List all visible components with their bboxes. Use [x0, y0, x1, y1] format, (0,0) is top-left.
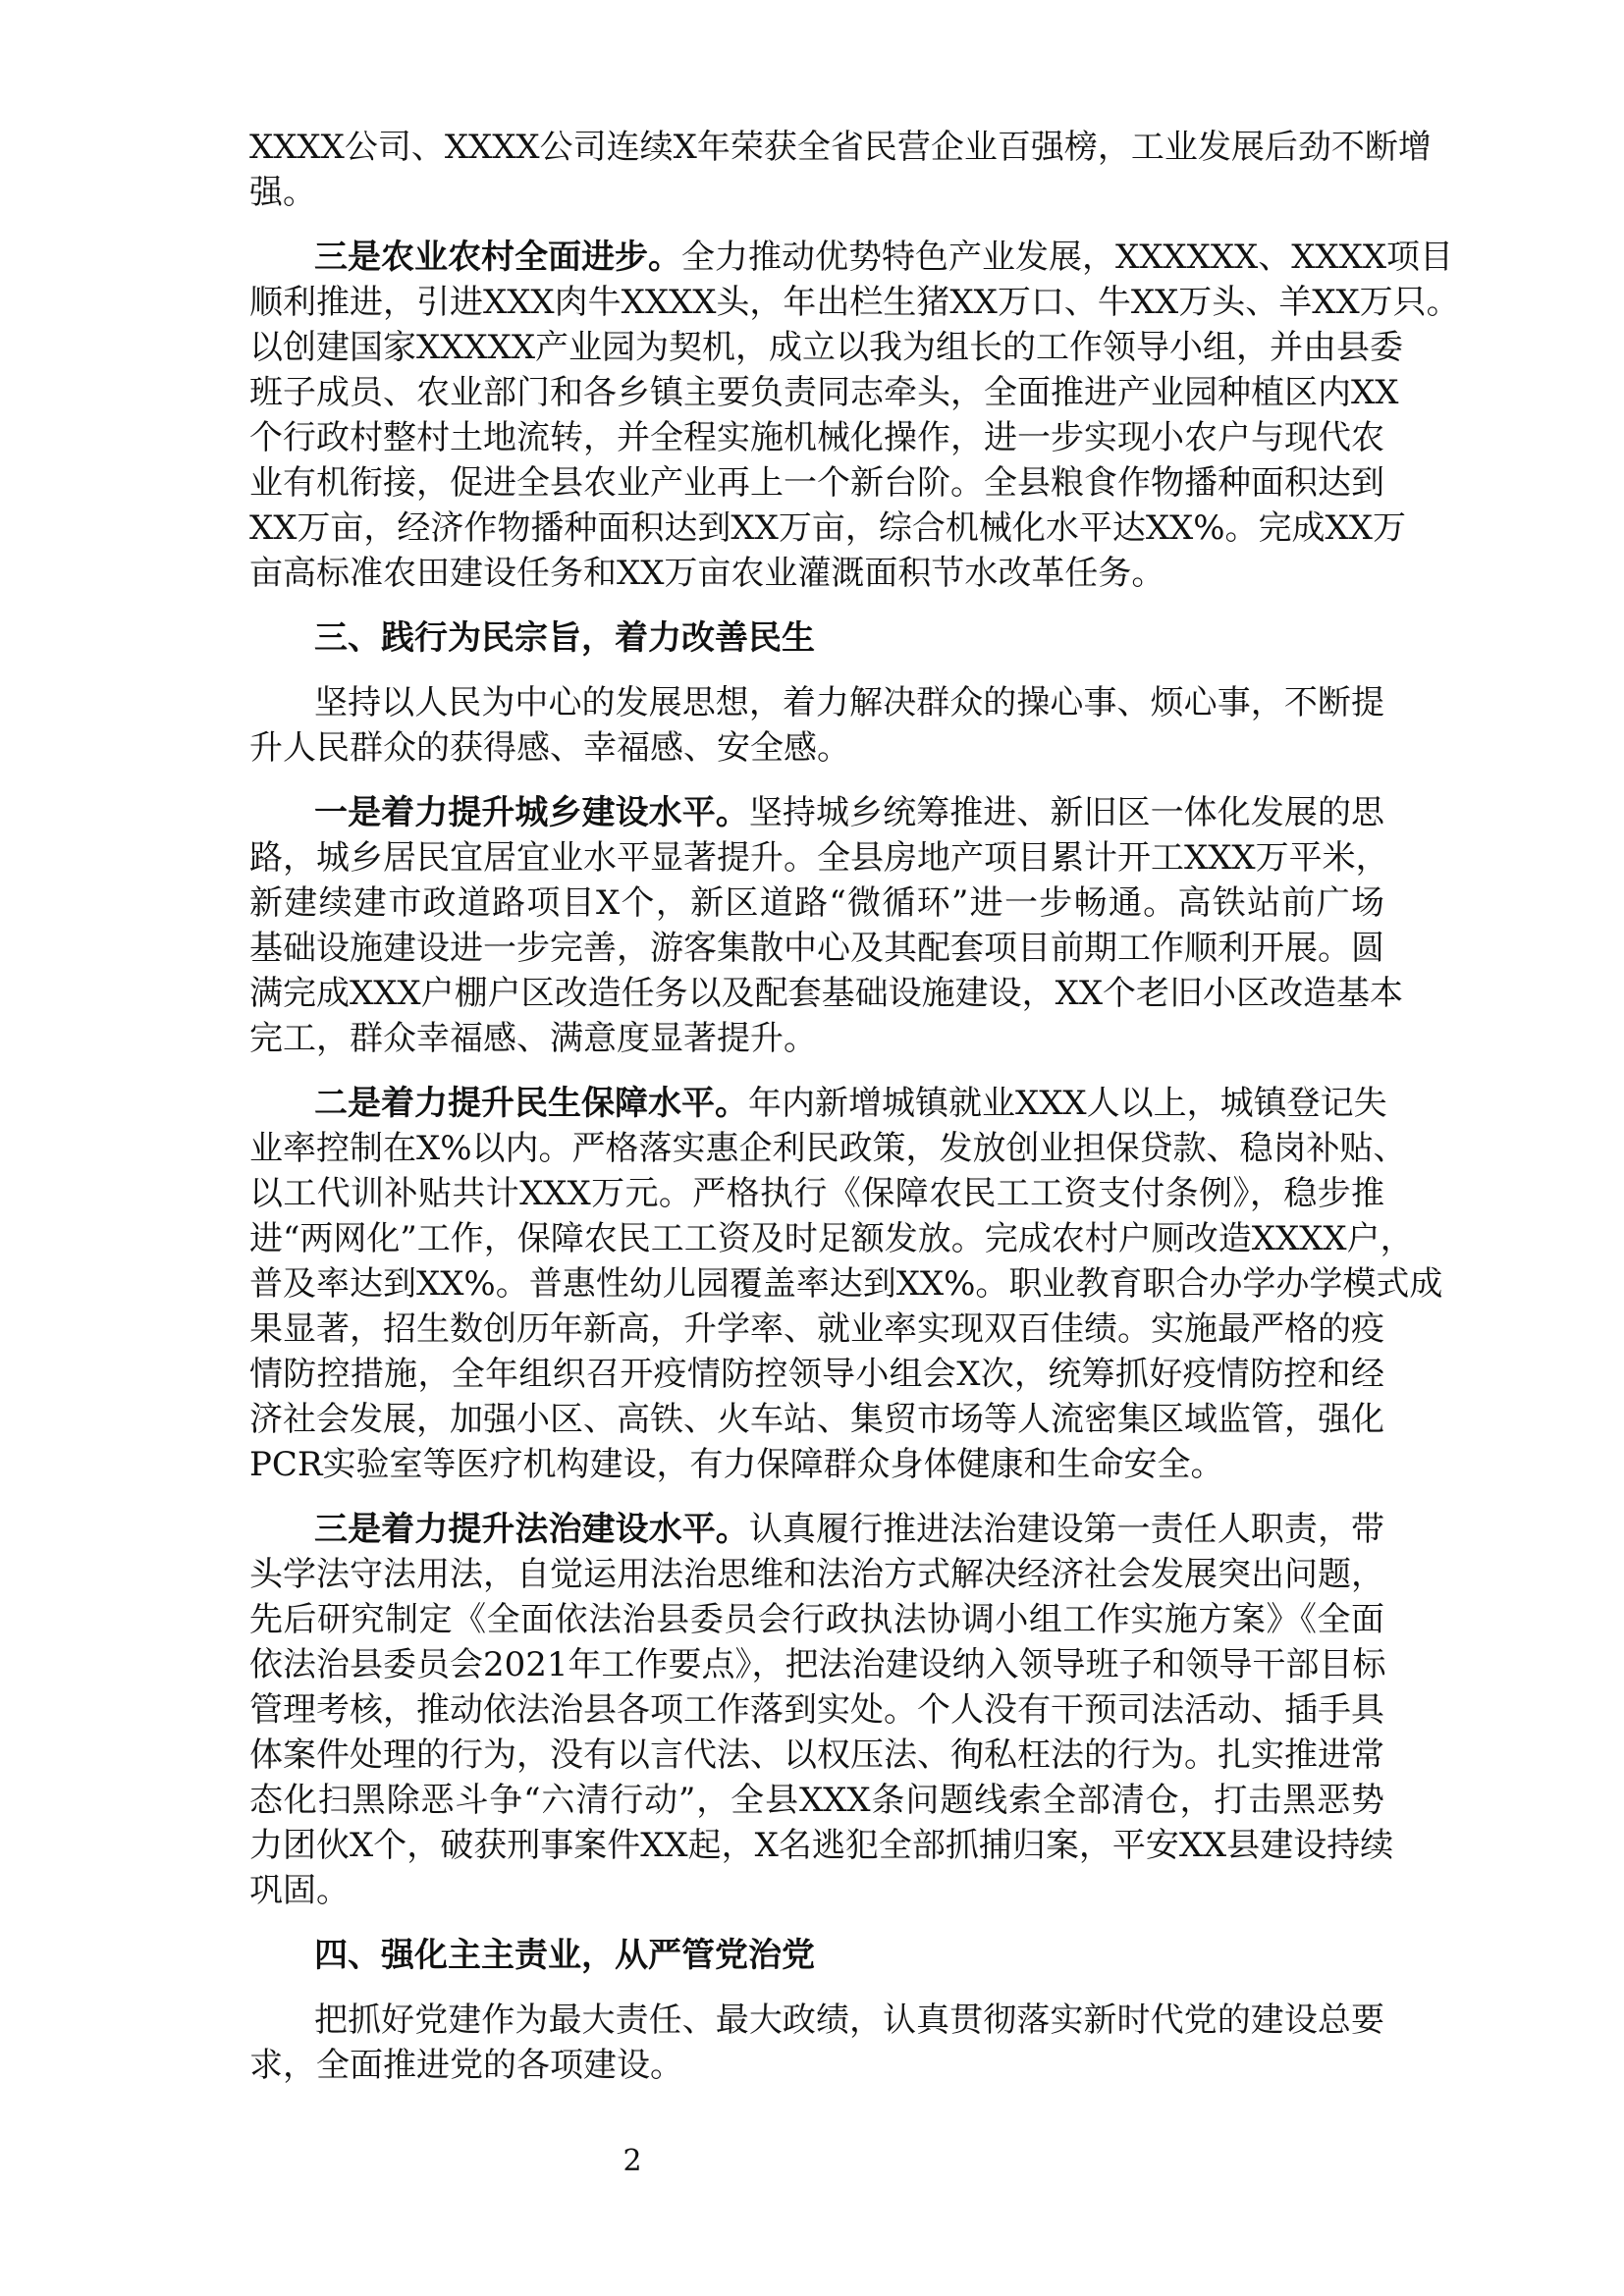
document-body	[249, 125, 1460, 2088]
paragraph-lead: 三是农业农村全面进步。	[314, 238, 681, 277]
paragraph	[249, 235, 1460, 596]
text-line	[249, 1507, 1384, 1552]
line-text: 态化扫黑除恶斗争“六清行动”，全县XXX条问题线索全部清仓，打击黑恶势	[249, 1781, 1384, 1820]
text-line	[249, 881, 1384, 926]
line-text: 业有机衔接，促进全县农业产业再上一个新台阶。全县粮食作物播种面积达到	[249, 463, 1384, 503]
line-text: 以创建国家XXXXX产业园为契机，成立以我为组长的工作领导小组，并由县委	[249, 328, 1404, 367]
text-line	[249, 1687, 1384, 1733]
line-text: 个行政村整村土地流转，并全程实施机械化操作，进一步实现小农户与现代农	[249, 418, 1384, 457]
line-text: 班子成员、农业部门和各乡镇主要负责同志牵头，全面推进产业园种植区内XX	[249, 373, 1399, 412]
line-text: XX万亩，经济作物播种面积达到XX万亩，综合机械化水平达XX%。完成XX万	[249, 508, 1406, 548]
text-line	[249, 551, 1384, 596]
text-line	[249, 1126, 1407, 1171]
text-line	[249, 1868, 1384, 1913]
text-line	[249, 125, 1432, 170]
text-line	[249, 1397, 1384, 1442]
line-text: 普及率达到XX%。普惠性幼儿园覆盖率达到XX%。职业教育职合办学办学模式成	[249, 1264, 1443, 1304]
line-text: 认真履行推进法治建设第一责任人职责，带	[748, 1510, 1385, 1549]
line-text: 情防控措施，全年组织召开疫情防控领导小组会X次，统筹抓好疫情防控和经	[249, 1355, 1384, 1394]
text-line	[249, 1733, 1384, 1778]
line-text: 进“两网化”工作，保障农民工工资及时足额发放。完成农村户厕改造XXXX户，	[249, 1219, 1414, 1258]
text-line	[249, 1352, 1384, 1397]
line-text: 完工，群众幸福感、满意度显著提升。	[249, 1019, 817, 1058]
text-line	[249, 325, 1404, 370]
text-line	[249, 1261, 1443, 1307]
page-number: 2	[623, 2144, 642, 2178]
line-text: 先后研究制定《全面依法治县委员会行政执法协调小组工作实施方案》《全面	[249, 1600, 1384, 1639]
text-line	[249, 926, 1384, 971]
text-line	[249, 1778, 1384, 1823]
line-text: 头学法守法用法，自觉运用法治思维和法治方式解决经济社会发展突出问题，	[249, 1555, 1384, 1594]
line-text: 顺利推进，引进XXX肉牛XXXX头，年出栏生猪XX万口、牛XX万头、羊XX万只。	[249, 283, 1460, 322]
line-text: XXXX公司、XXXX公司连续X年荣获全省民营企业百强榜，工业发展后劲不断增	[249, 128, 1432, 167]
paragraph	[249, 680, 1384, 771]
text-line	[249, 971, 1404, 1016]
line-text: 坚持城乡统筹推进、新旧区一体化发展的思	[748, 793, 1385, 832]
paragraph	[249, 125, 1432, 215]
line-text: 年内新增城镇就业XXX人以上，城镇登记失	[748, 1084, 1387, 1123]
line-text: 果显著，招生数创历年新高，升学率、就业率实现双百佳绩。实施最严格的疫	[249, 1309, 1384, 1349]
line-text: 全力推动优势特色产业发展，XXXXXX、XXXX项目	[681, 238, 1454, 277]
section-heading	[249, 615, 1384, 661]
text-line	[249, 1823, 1394, 1868]
text-line	[249, 1998, 1384, 2043]
line-text: 四、强化主主责业，从严管党治党	[314, 1936, 815, 1975]
line-text: 依法治县委员会2021年工作要点》，把法治建设纳入领导班子和领导干部目标	[249, 1645, 1386, 1684]
line-text: 巩固。	[249, 1871, 350, 1910]
line-text: 体案件处理的行为，没有以言代法、以权压法、徇私枉法的行为。扎实推进常	[249, 1735, 1384, 1775]
text-line	[249, 2043, 1384, 2088]
line-text: 基础设施建设进一步完善，游客集散中心及其配套项目前期工作顺利开展。圆	[249, 929, 1384, 968]
text-line	[249, 280, 1460, 325]
paragraph-lead: 二是着力提升民生保障水平。	[314, 1084, 748, 1123]
line-text: 亩高标准农田建设任务和XX万亩农业灌溉面积节水改革任务。	[249, 554, 1165, 593]
text-line	[249, 1597, 1384, 1642]
text-line	[249, 506, 1406, 551]
text-line	[249, 1642, 1384, 1687]
text-line	[249, 725, 1384, 771]
text-line	[249, 415, 1384, 460]
line-text: 以工代训补贴共计XXX万元。严格执行《保障农民工工资支付条例》，稳步推	[249, 1174, 1384, 1213]
text-line	[249, 1552, 1384, 1597]
line-text: 管理考核，推动依法治县各项工作落到实处。个人没有干预司法活动、插手具	[249, 1690, 1384, 1730]
text-line	[249, 615, 1384, 661]
line-text: 新建续建市政道路项目X个，新区道路“微循环”进一步畅通。高铁站前广场	[249, 883, 1384, 923]
text-line	[249, 1081, 1387, 1126]
line-text: 升人民群众的获得感、幸福感、安全感。	[249, 728, 850, 768]
paragraph-lead: 三是着力提升法治建设水平。	[314, 1510, 749, 1549]
text-line	[249, 1442, 1384, 1487]
paragraph	[249, 1998, 1384, 2088]
line-text: 坚持以人民为中心的发展思想，着力解决群众的操心事、烦心事，不断提	[314, 683, 1384, 722]
text-line	[249, 460, 1384, 506]
text-line	[249, 1171, 1384, 1216]
line-text: 路，城乡居民宜居宜业水平显著提升。全县房地产项目累计开工XXX万平米，	[249, 838, 1389, 878]
paragraph	[249, 1507, 1394, 1913]
line-text: 满完成XXX户棚户区改造任务以及配套基础设施建设，XX个老旧小区改造基本	[249, 974, 1404, 1013]
line-text: 求，全面推进党的各项建设。	[249, 2046, 683, 2085]
line-text: 力团伙X个，破获刑事案件XX起，X名逃犯全部抓捕归案，平安XX县建设持续	[249, 1826, 1394, 1865]
line-text: 强。	[249, 173, 316, 212]
line-text: 三、践行为民宗旨，着力改善民生	[314, 618, 815, 658]
text-line	[249, 370, 1399, 415]
line-text: PCR实验室等医疗机构建设，有力保障群众身体健康和生命安全。	[249, 1445, 1224, 1484]
text-line	[249, 835, 1389, 881]
text-line	[249, 680, 1384, 725]
paragraph	[249, 1081, 1443, 1487]
line-text: 济社会发展，加强小区、高铁、火车站、集贸市场等人流密集区域监管，强化	[249, 1400, 1384, 1439]
text-line	[249, 235, 1454, 280]
text-line	[249, 1016, 1384, 1061]
text-line	[249, 1933, 1384, 1978]
text-line	[249, 170, 1384, 215]
paragraph	[249, 790, 1404, 1061]
text-line	[249, 1307, 1384, 1352]
text-line	[249, 1216, 1414, 1261]
text-line	[249, 790, 1384, 835]
section-heading	[249, 1933, 1384, 1978]
paragraph-lead: 一是着力提升城乡建设水平。	[314, 793, 749, 832]
line-text: 把抓好党建作为最大责任、最大政绩，认真贯彻落实新时代党的建设总要	[314, 2001, 1384, 2040]
line-text: 业率控制在X%以内。严格落实惠企利民政策，发放创业担保贷款、稳岗补贴、	[249, 1129, 1407, 1168]
